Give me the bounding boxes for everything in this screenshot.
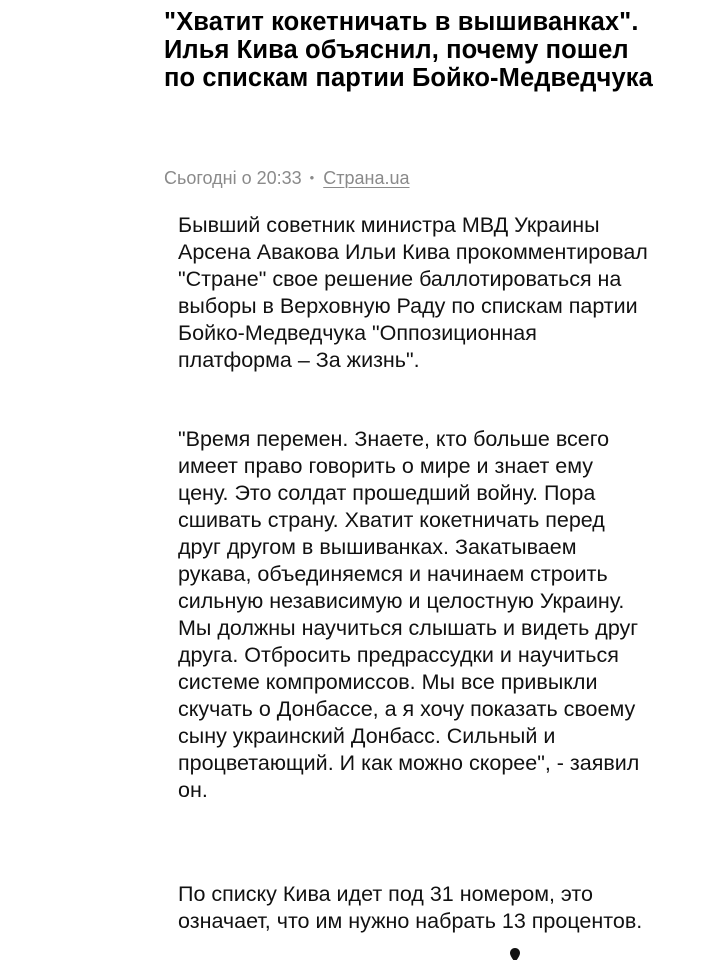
article-paragraph-3: По списку Кива идет под 31 номером, это означает, что им нужно набрать 13 процентов. [178,882,643,933]
article-paragraph-1: Бывший советник министра МВД Украины Арсена Авакова Ильи Кива прокомментировал "Стране" свое решение баллотироваться на выборы в Верховную Раду по спискам партии Бойко-Медведчука "Оппозиционная платформа – За жизнь". [178,213,648,372]
publish-time: Сьогодні о 20:33 [164,168,302,188]
map-pin-icon [510,948,520,960]
article-paragraph-2: "Время перемен. Знаете, кто больше всего имеет право говорить о мире и знает ему цену. Это солдат прошедший войну. Пора сшивать страну. Хватит кокетничать перед друг другом в вышиванках. Закатываем рукава, объединяемся и начинаем строить сильную независимую и целостную Украину. Мы должны научиться слышать и видеть друг друга. Отбросить предрассудки и научиться системе компромиссов. Мы все привыкли скучать о Донбассе, а я хочу показать своему сыну украинский Донбасс. Сильный и процветающий. И как можно скорее", - заявил он. [178,427,640,802]
article-title: "Хватит кокетничать в вышиванках". Илья Кива объяснил, почему пошел по спискам партии Бойко-Медведчука [164,8,653,92]
meta-separator: • [309,170,315,185]
article-meta [164,166,409,190]
source-link[interactable]: Страна.ua [323,168,410,188]
